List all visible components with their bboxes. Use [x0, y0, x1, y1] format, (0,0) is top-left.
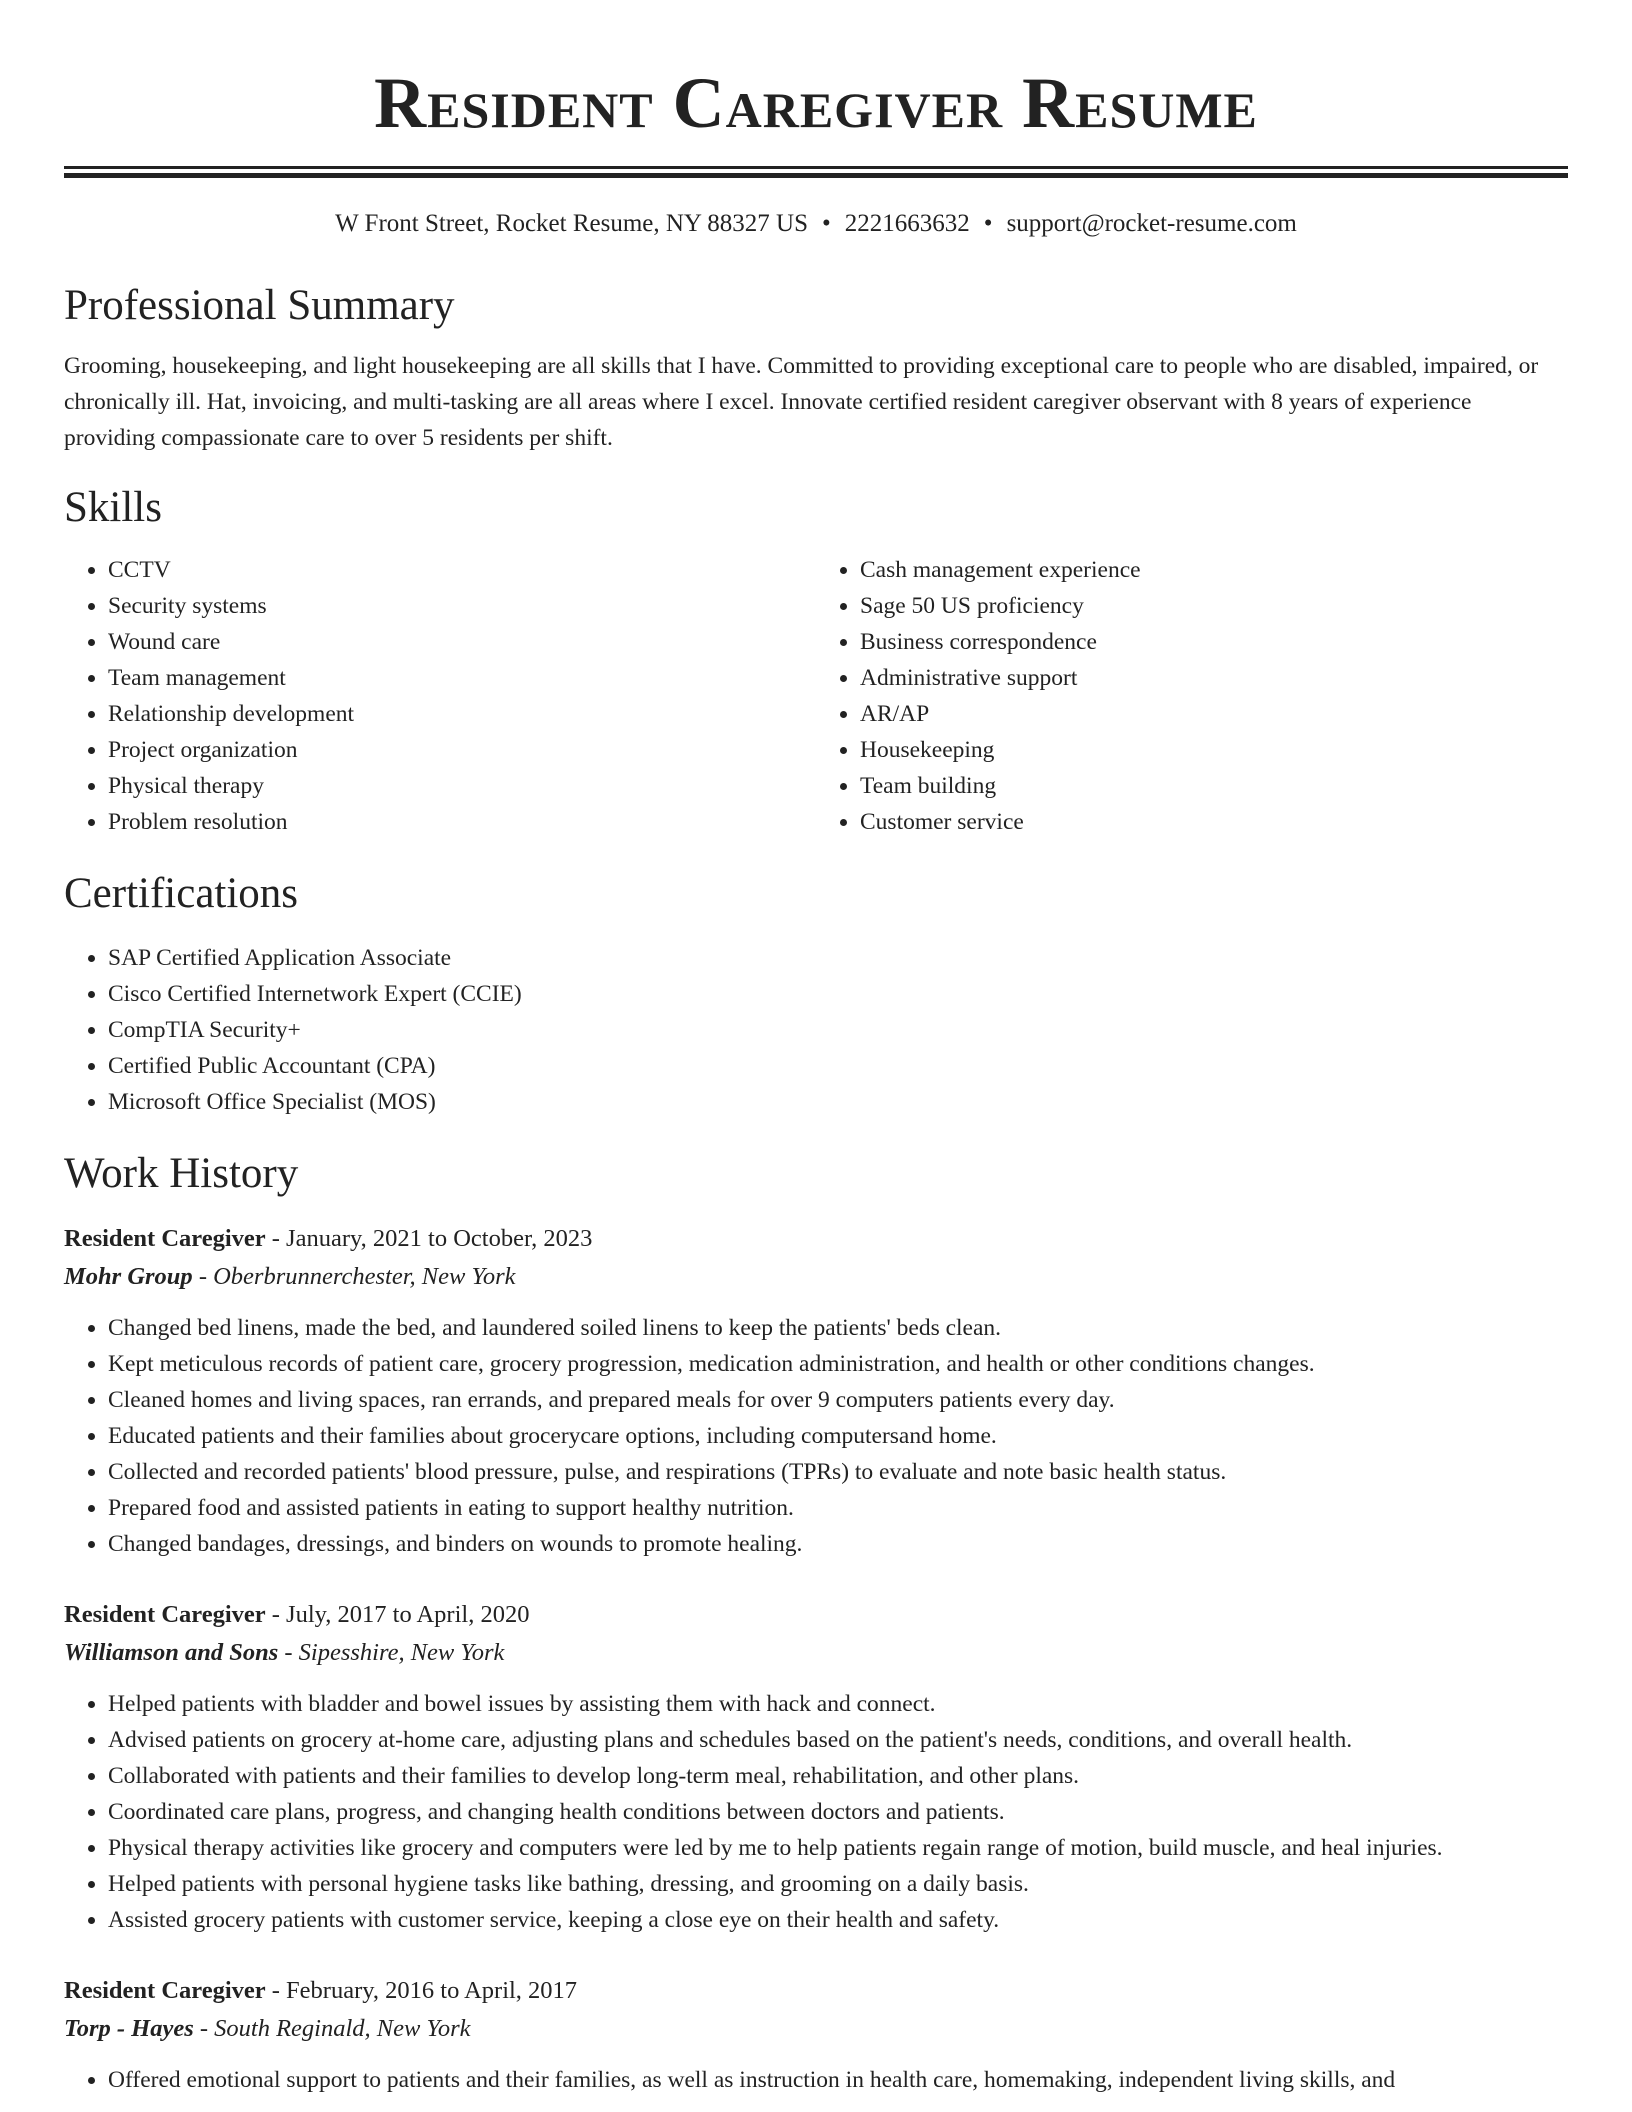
certification-item: • SAP Certified Application Associate	[108, 940, 1568, 976]
resume-page	[64, 0, 1568, 2098]
job-bullet: • Prepared food and assisted patients in eating to support healthy nutrition.	[108, 1490, 1568, 1526]
job-dates: - July, 2017 to April, 2020	[265, 1601, 530, 1628]
job-company: Torp - Hayes	[64, 2015, 194, 2042]
job-location: - South Reginald, New York	[193, 2015, 471, 2042]
skills-heading: Skills	[64, 484, 162, 531]
skill-item: • Wound care	[108, 624, 816, 660]
job-company: Mohr Group	[64, 1263, 193, 1290]
summary-heading: Professional Summary	[64, 282, 455, 329]
skill-item: • Physical therapy	[108, 768, 816, 804]
job-title-line	[64, 1596, 1568, 1634]
skill-item: • Administrative support	[860, 660, 1568, 696]
skill-item: • Problem resolution	[108, 804, 816, 840]
job-dates: - January, 2021 to October, 2023	[265, 1225, 593, 1252]
skill-item: • Team building	[860, 768, 1568, 804]
skill-item: • Housekeeping	[860, 732, 1568, 768]
job-entry	[64, 1220, 1568, 1562]
job-title-line	[64, 1220, 1568, 1258]
job-company-line	[64, 1634, 1568, 1672]
job-bullet: • Collaborated with patients and their families to develop long-term meal, rehabilitation, and other plans.	[108, 1758, 1568, 1794]
skill-item: • Business correspondence	[860, 624, 1568, 660]
skill-item: • Relationship development	[108, 696, 816, 732]
job-location: - Oberbrunnerchester, New York	[192, 1263, 516, 1290]
skills-list-left	[64, 552, 816, 840]
job-bullet: • Collected and recorded patients' blood pressure, pulse, and respirations (TPRs) to evaluate and note basic health status.	[108, 1454, 1568, 1490]
contact-separator: •	[822, 210, 831, 237]
certification-item: • CompTIA Security+	[108, 1012, 1568, 1048]
job-bullet: • Physical therapy activities like grocery and computers were led by me to help patients regain range of motion, build muscle, and heal injuries.	[108, 1830, 1568, 1866]
job-company: Williamson and Sons	[64, 1639, 279, 1666]
job-bullet: • Helped patients with personal hygiene tasks like bathing, dressing, and grooming on a daily basis.	[108, 1866, 1568, 1902]
skill-item: • Customer service	[860, 804, 1568, 840]
skills-columns	[64, 552, 1568, 840]
certification-item: • Cisco Certified Internetwork Expert (CCIE)	[108, 976, 1568, 1012]
job-dates: - February, 2016 to April, 2017	[265, 1977, 578, 2004]
resume-title: Resident Caregiver Resume	[374, 63, 1258, 143]
skill-item: • Cash management experience	[860, 552, 1568, 588]
job-bullet: • Cleaned homes and living spaces, ran errands, and prepared meals for over 9 computers patients every day.	[108, 1382, 1568, 1418]
job-entry	[64, 1972, 1568, 2098]
skill-item: • CCTV	[108, 552, 816, 588]
skill-item: • AR/AP	[860, 696, 1568, 732]
job-bullet: • Changed bandages, dressings, and binders on wounds to promote healing.	[108, 1526, 1568, 1562]
skills-list-right	[816, 552, 1568, 840]
job-location: - Sipesshire, New York	[278, 1639, 505, 1666]
skill-item: • Security systems	[108, 588, 816, 624]
job-role: Resident Caregiver	[64, 1601, 266, 1628]
job-role: Resident Caregiver	[64, 1977, 266, 2004]
contact-phone: 2221663632	[844, 210, 970, 237]
job-company-line	[64, 2010, 1568, 2048]
contact-address: W Front Street, Rocket Resume, NY 88327 US	[335, 210, 809, 237]
job-bullet: • Changed bed linens, made the bed, and laundered soiled linens to keep the patients' beds clean.	[108, 1310, 1568, 1346]
certification-item: • Microsoft Office Specialist (MOS)	[108, 1084, 1568, 1120]
job-bullets	[64, 1686, 1568, 1938]
job-bullet: • Kept meticulous records of patient care, grocery progression, medication administration, and health or other conditions changes.	[108, 1346, 1568, 1382]
skill-item: • Team management	[108, 660, 816, 696]
job-bullet: • Helped patients with bladder and bowel issues by assisting them with hack and connect.	[108, 1686, 1568, 1722]
job-bullet: • Offered emotional support to patients and their families, as well as instruction in health care, homemaking, independent living skills, and	[108, 2062, 1568, 2098]
contact-separator: •	[983, 210, 993, 237]
title-double-rule	[64, 166, 1568, 178]
certification-item: • Certified Public Accountant (CPA)	[108, 1048, 1568, 1084]
contact-email: support@rocket-resume.com	[1006, 210, 1297, 237]
skill-item: • Project organization	[108, 732, 816, 768]
job-company-line	[64, 1258, 1568, 1296]
work-history-heading: Work History	[64, 1150, 299, 1197]
certifications-heading: Certifications	[64, 870, 299, 917]
summary-text: Grooming, housekeeping, and light housekeeping are all skills that I have. Committed to providing exceptional care to people who are disabled, impaired, or chronically ill. Hat, invoicing, and multi-tasking are all areas where I excel. Innovate certified resident caregiver observant with 8 years of experience providing compassionate care to over 5 residents per shift.	[64, 353, 1539, 451]
job-bullets	[64, 2062, 1568, 2098]
certifications-list	[64, 940, 1568, 1120]
job-bullets	[64, 1310, 1568, 1562]
job-bullet: • Advised patients on grocery at-home care, adjusting plans and schedules based on the patient's needs, conditions, and overall health.	[108, 1722, 1568, 1758]
job-bullet: • Coordinated care plans, progress, and changing health conditions between doctors and patients.	[108, 1794, 1568, 1830]
job-bullet: • Assisted grocery patients with customer service, keeping a close eye on their health and safety.	[108, 1902, 1568, 1938]
contact-line	[64, 208, 1568, 240]
job-role: Resident Caregiver	[64, 1225, 266, 1252]
job-entry	[64, 1596, 1568, 1938]
job-bullet: • Educated patients and their families about grocerycare options, including computersand home.	[108, 1418, 1568, 1454]
job-title-line	[64, 1972, 1568, 2010]
skill-item: • Sage 50 US proficiency	[860, 588, 1568, 624]
